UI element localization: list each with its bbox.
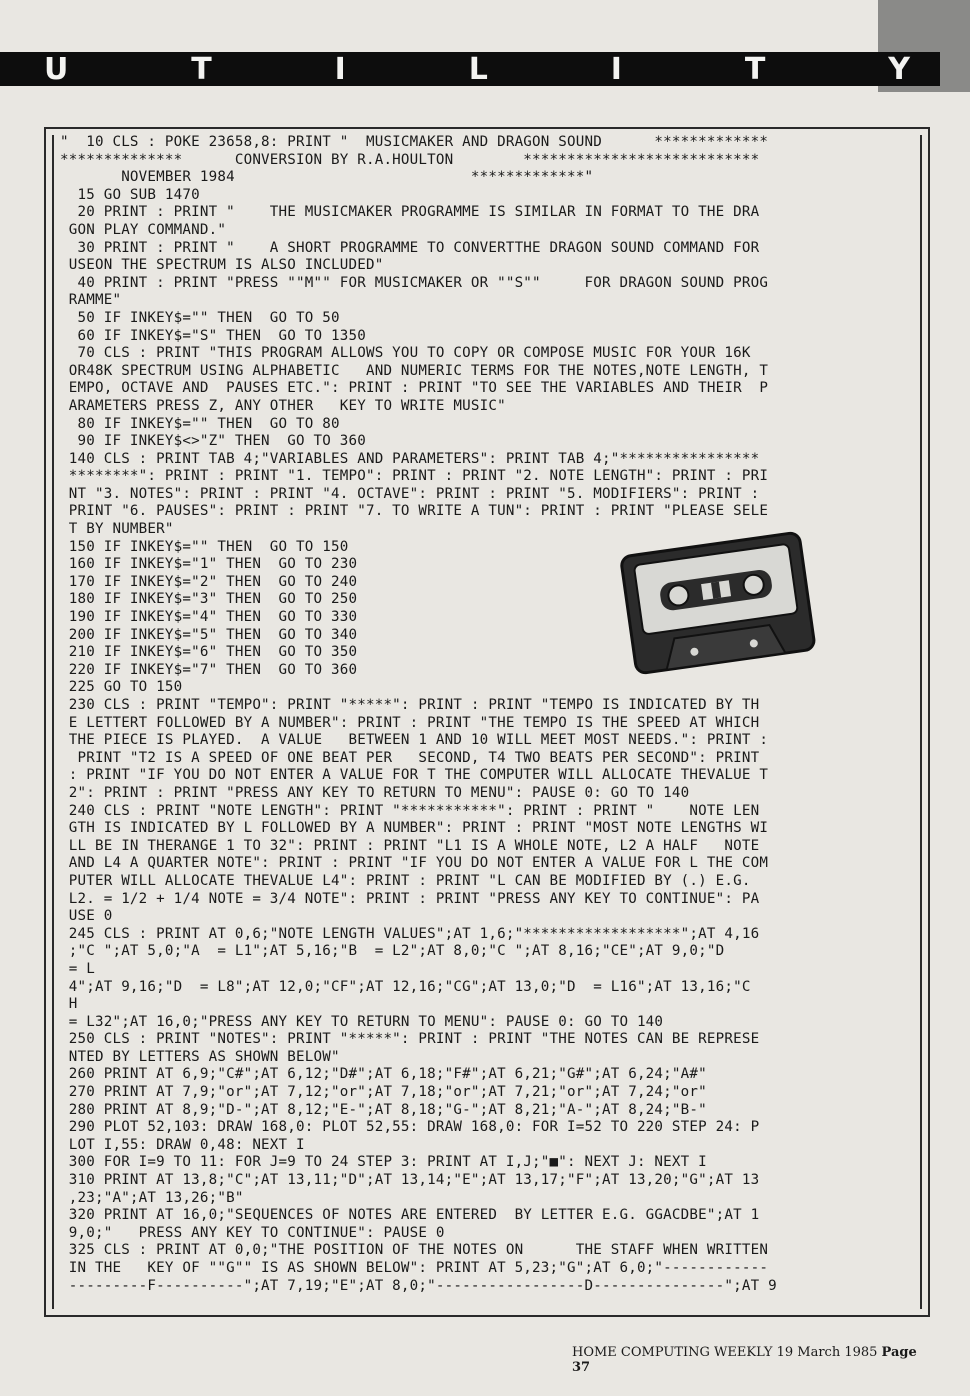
listing-line: USEON THE SPECTRUM IS ALSO INCLUDED" xyxy=(60,257,384,274)
listing-line: 9,0;" PRESS ANY KEY TO CONTINUE": PAUSE 0 xyxy=(60,1224,445,1241)
listing-line: 30 PRINT : PRINT " A SHORT PROGRAMME TO CONVERTTHE DRAGON SOUND COMMAND FOR xyxy=(60,239,760,256)
banner-letter: I xyxy=(610,51,622,87)
publication-name: HOME COMPUTING WEEKLY 19 March 1985 xyxy=(572,1345,882,1360)
listing-line: 2": PRINT : PRINT "PRESS ANY KEY TO RETURN TO MENU": PAUSE 0: GO TO 140 xyxy=(60,784,690,801)
listing-line: RAMME" xyxy=(60,292,122,309)
listing-line: NTED BY LETTERS AS SHOWN BELOW" xyxy=(60,1048,340,1065)
listing-line: 40 PRINT : PRINT "PRESS ""M"" FOR MUSICMAKER OR ""S"" FOR DRAGON SOUND PROG xyxy=(60,274,769,291)
listing-line: GTH IS INDICATED BY L FOLLOWED BY A NUMBER": PRINT : PRINT "MOST NOTE LENGTHS WI xyxy=(60,820,769,837)
listing-line: ARAMETERS PRESS Z, ANY OTHER KEY TO WRITE MUSIC" xyxy=(60,397,506,414)
listing-line: PUTER WILL ALLOCATE THEVALUE L4": PRINT : PRINT "L CAN BE MODIFIED BY (.) E.G. xyxy=(60,872,751,889)
listing-line: 270 PRINT AT 7,9;"or";AT 7,12;"or";AT 7,18;"or";AT 7,21;"or";AT 7,24;"or" xyxy=(60,1084,707,1101)
listing-line: 280 PRINT AT 8,9;"D-";AT 8,12;"E-";AT 8,18;"G-";AT 8,21;"A-";AT 8,24;"B-" xyxy=(60,1101,707,1118)
listing-line: ---------F----------";AT 7,19;"E";AT 8,0;"-----------------D---------------";AT 9 xyxy=(60,1277,777,1294)
listing-line: 60 IF INKEY$="S" THEN GO TO 1350 xyxy=(60,327,366,344)
listing-line: PRINT "T2 IS A SPEED OF ONE BEAT PER SECOND, T4 TWO BEATS PER SECOND": PRINT xyxy=(60,749,760,766)
listing-line: GON PLAY COMMAND." xyxy=(60,221,227,238)
listing-line: 90 IF INKEY$<>"Z" THEN GO TO 360 xyxy=(60,433,366,450)
listing-line: 160 IF INKEY$="1" THEN GO TO 230 xyxy=(60,556,358,573)
listing-line: T BY NUMBER" xyxy=(60,521,174,538)
listing-line: THE PIECE IS PLAYED. A VALUE BETWEEN 1 AND 10 WILL MEET MOST NEEDS.": PRINT : xyxy=(60,732,769,749)
listing-line: 150 IF INKEY$="" THEN GO TO 150 xyxy=(60,538,349,555)
listing-line: 180 IF INKEY$="3" THEN GO TO 250 xyxy=(60,591,358,608)
listing-line: 290 PLOT 52,103: DRAW 168,0: PLOT 52,55: DRAW 168,0: FOR I=52 TO 220 STEP 24: P xyxy=(60,1119,760,1136)
banner-letter: Y xyxy=(888,51,910,87)
listing-line: 245 CLS : PRINT AT 0,6;"NOTE LENGTH VALUES";AT 1,6;"******************";AT 4,16 xyxy=(60,925,760,942)
listing-line: ,23;"A";AT 13,26;"B" xyxy=(60,1189,244,1206)
listing-line: NT "3. NOTES": PRINT : PRINT "4. OCTAVE": PRINT : PRINT "5. MODIFIERS": PRINT : xyxy=(60,485,760,502)
listing-line: 210 IF INKEY$="6" THEN GO TO 350 xyxy=(60,644,358,661)
banner-letter: T xyxy=(191,51,212,87)
listing-line: 320 PRINT AT 16,0;"SEQUENCES OF NOTES ARE ENTERED BY LETTER E.G. GGACDBE";AT 1 xyxy=(60,1207,760,1224)
listing-line: L2. = 1/2 + 1/4 NOTE = 3/4 NOTE": PRINT : PRINT "PRESS ANY KEY TO CONTINUE": PA xyxy=(60,890,760,907)
listing-line: 140 CLS : PRINT TAB 4;"VARIABLES AND PARAMETERS": PRINT TAB 4;"**************** xyxy=(60,450,760,467)
listing-line: ********": PRINT : PRINT "1. TEMPO": PRINT : PRINT "2. NOTE LENGTH": PRINT : PRI xyxy=(60,468,769,485)
listing-line: = L32";AT 16,0;"PRESS ANY KEY TO RETURN TO MENU": PAUSE 0: GO TO 140 xyxy=(60,1013,664,1030)
page-footer xyxy=(572,1345,932,1375)
listing-line: 220 IF INKEY$="7" THEN GO TO 360 xyxy=(60,661,358,678)
cassette-tape-icon xyxy=(618,524,818,684)
page-number: Page 37 xyxy=(572,1345,917,1375)
listing-line: 250 CLS : PRINT "NOTES": PRINT "*****": PRINT : PRINT "THE NOTES CAN BE REPRESE xyxy=(60,1031,760,1048)
listing-line: ************** CONVERSION BY R.A.HOULTON *************************** xyxy=(60,151,760,168)
listing-line: 225 GO TO 150 xyxy=(60,679,183,696)
listing-line: 4";AT 9,16;"D = L8";AT 12,0;"CF";AT 12,16;"CG";AT 13,0;"D = L16";AT 13,16;"C xyxy=(60,978,751,995)
listing-line: 20 PRINT : PRINT " THE MUSICMAKER PROGRAMME IS SIMILAR IN FORMAT TO THE DRA xyxy=(60,204,760,221)
listing-line: 260 PRINT AT 6,9;"C#";AT 6,12;"D#";AT 6,18;"F#";AT 6,21;"G#";AT 6,24;"A#" xyxy=(60,1066,707,1083)
listing-line: USE 0 xyxy=(60,908,113,925)
listing-line: 190 IF INKEY$="4" THEN GO TO 330 xyxy=(60,609,358,626)
listing-line: EMPO, OCTAVE AND PAUSES ETC.": PRINT : PRINT "TO SEE THE VARIABLES AND THEIR P xyxy=(60,380,769,397)
listing-line: AND L4 A QUARTER NOTE": PRINT : PRINT "IF YOU DO NOT ENTER A VALUE FOR L THE COM xyxy=(60,855,769,872)
listing-line: ;"C ";AT 5,0;"A = L1";AT 5,16;"B = L2";AT 8,0;"C ";AT 8,16;"CE";AT 9,0;"D xyxy=(60,943,725,960)
listing-line: NOVEMBER 1984 *************" xyxy=(60,169,594,186)
listing-line: 70 CLS : PRINT "THIS PROGRAM ALLOWS YOU TO COPY OR COMPOSE MUSIC FOR YOUR 16K xyxy=(60,345,751,362)
listing-line: E LETTERT FOLLOWED BY A NUMBER": PRINT : PRINT "THE TEMPO IS THE SPEED AT WHICH xyxy=(60,714,760,731)
listing-line: 300 FOR I=9 TO 11: FOR J=9 TO 24 STEP 3: PRINT AT I,J;"■": NEXT J: NEXT I xyxy=(60,1154,707,1171)
listing-line: 240 CLS : PRINT "NOTE LENGTH": PRINT "***********": PRINT : PRINT " NOTE LEN xyxy=(60,802,760,819)
listing-line: " 10 CLS : POKE 23658,8: PRINT " MUSICMAKER AND DRAGON SOUND ************* xyxy=(60,134,769,150)
basic-listing xyxy=(60,134,910,1295)
listing-line: 50 IF INKEY$="" THEN GO TO 50 xyxy=(60,309,340,326)
listing-line: 80 IF INKEY$="" THEN GO TO 80 xyxy=(60,415,340,432)
utility-banner xyxy=(0,52,940,86)
banner-letter: I xyxy=(334,51,346,87)
listing-line: : PRINT "IF YOU DO NOT ENTER A VALUE FOR T THE COMPUTER WILL ALLOCATE THEVALUE T xyxy=(60,767,769,784)
listing-line: 325 CLS : PRINT AT 0,0;"THE POSITION OF THE NOTES ON THE STAFF WHEN WRITTEN xyxy=(60,1242,769,1259)
listing-line: 230 CLS : PRINT "TEMPO": PRINT "*****": PRINT : PRINT "TEMPO IS INDICATED BY TH xyxy=(60,697,760,713)
listing-line: H xyxy=(60,996,78,1013)
listing-line: IN THE KEY OF ""G"" IS AS SHOWN BELOW": PRINT AT 5,23;"G";AT 6,0;"------------ xyxy=(60,1260,769,1276)
banner-letter: U xyxy=(44,51,69,87)
listing-line: OR48K SPECTRUM USING ALPHABETIC AND NUMERIC TERMS FOR THE NOTES,NOTE LENGTH, T xyxy=(60,362,769,379)
listing-line: 310 PRINT AT 13,8;"C";AT 13,11;"D";AT 13,14;"E";AT 13,17;"F";AT 13,20;"G";AT 13 xyxy=(60,1172,760,1189)
listing-line: 200 IF INKEY$="5" THEN GO TO 340 xyxy=(60,626,358,643)
banner-letter: L xyxy=(468,51,488,87)
listing-line: LOT I,55: DRAW 0,48: NEXT I xyxy=(60,1136,305,1153)
listing-line: = L xyxy=(60,960,95,977)
listing-line: 15 GO SUB 1470 xyxy=(60,186,200,203)
listing-line: PRINT "6. PAUSES": PRINT : PRINT "7. TO WRITE A TUN": PRINT : PRINT "PLEASE SELE xyxy=(60,503,769,520)
listing-line: LL BE IN THERANGE 1 TO 32": PRINT : PRINT "L1 IS A WHOLE NOTE, L2 A HALF NOTE xyxy=(60,837,760,854)
banner-letter: T xyxy=(744,51,766,87)
listing-line: 170 IF INKEY$="2" THEN GO TO 240 xyxy=(60,573,358,590)
